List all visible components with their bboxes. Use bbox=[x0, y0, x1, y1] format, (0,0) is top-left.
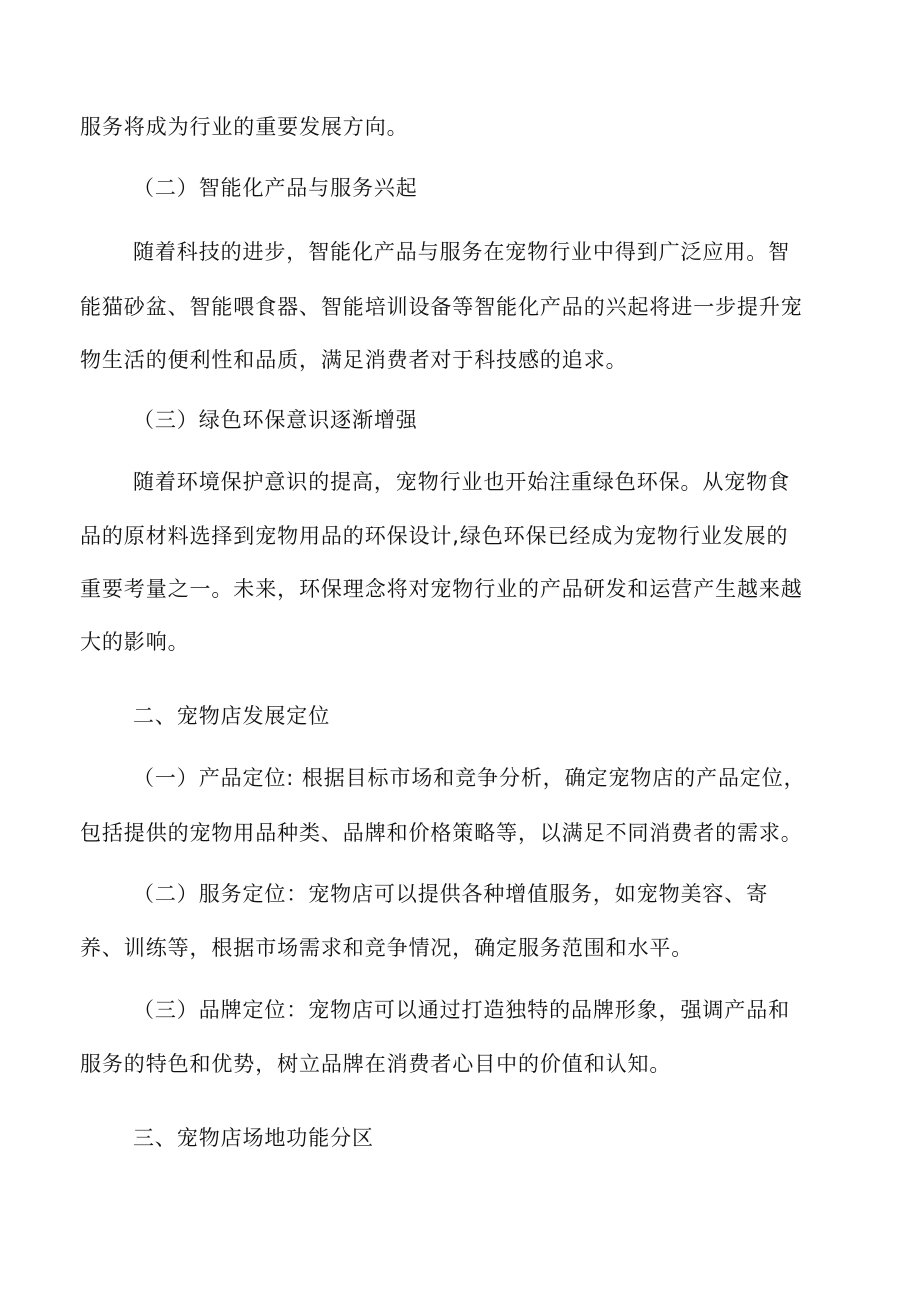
body-line: 养、训练等，根据市场需求和竞争情况，确定服务范围和水平。 bbox=[80, 936, 694, 960]
body-line: 能猫砂盆、智能喂食器、智能培训设备等智能化产品的兴起将进一步提升宠 bbox=[80, 295, 803, 319]
body-line: 随着科技的进步，智能化产品与服务在宠物行业中得到广泛应用。智 bbox=[133, 240, 790, 264]
body-line: 品的原材料选择到宠物用品的环保设计,绿色环保已经成为宠物行业发展的 bbox=[80, 524, 789, 548]
body-line: 重要考量之一。未来，环保理念将对宠物行业的产品研发和运营产生越来越 bbox=[80, 577, 803, 601]
subheading: （二）智能化产品与服务兴起 bbox=[133, 176, 418, 200]
body-line: 大的影响。 bbox=[80, 630, 190, 654]
body-line: （一）产品定位: 根据目标市场和竞争分析，确定宠物店的产品定位， bbox=[133, 766, 806, 790]
section-heading: 三、宠物店场地功能分区 bbox=[133, 1126, 374, 1150]
subheading: （三）绿色环保意识逐渐增强 bbox=[133, 408, 418, 432]
body-line: 包括提供的宠物用品种类、品牌和价格策略等，以满足不同消费者的需求。 bbox=[80, 821, 803, 845]
body-line: 物生活的便利性和品质，满足消费者对于科技感的追求。 bbox=[80, 348, 628, 372]
body-line: 服务将成为行业的重要发展方向。 bbox=[80, 115, 409, 139]
body-line: （二）服务定位：宠物店可以提供各种增值服务，如宠物美容、寄 bbox=[133, 882, 769, 906]
body-line: 随着环境保护意识的提高，宠物行业也开始注重绿色环保。从宠物食 bbox=[133, 470, 790, 494]
body-line: 服务的特色和优势，树立品牌在消费者心目中的价值和认知。 bbox=[80, 1052, 672, 1076]
section-heading: 二、宠物店发展定位 bbox=[133, 704, 331, 728]
body-line: （三）品牌定位：宠物店可以通过打造独特的品牌形象，强调产品和 bbox=[133, 998, 790, 1022]
